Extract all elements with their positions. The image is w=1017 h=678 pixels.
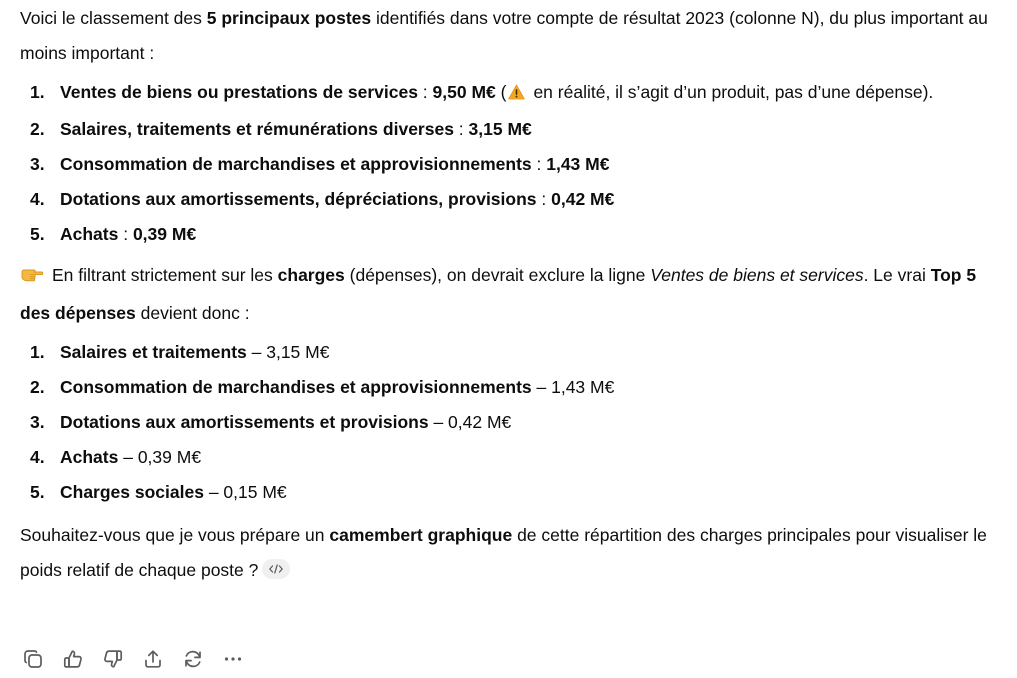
item-value: 0,42 M€: [551, 189, 615, 209]
regenerate-button[interactable]: [180, 646, 220, 672]
copy-icon: [22, 648, 44, 670]
filter-italic: Ventes de biens et services: [650, 265, 864, 285]
question-paragraph: [20, 518, 1000, 588]
assistant-message: [20, 1, 1000, 588]
list-item: [20, 405, 1000, 440]
item-value: – 3,15 M€: [246, 342, 330, 362]
item-value: 3,15 M€: [468, 119, 532, 139]
thumbs-up-button[interactable]: [60, 646, 100, 672]
item-value: – 0,15 M€: [203, 482, 287, 502]
filter-text-4: devient donc :: [135, 303, 250, 323]
share-icon: [142, 648, 164, 670]
item-sep: :: [536, 189, 552, 209]
thumbs-down-button[interactable]: [100, 646, 140, 672]
ranking-list: [20, 75, 1000, 252]
list-number: 4.: [30, 189, 45, 209]
item-label: Achats: [60, 447, 119, 467]
intro-text-2: identifiés dans votre compte de résultat 2023 (colonne N), du plus important au moins important :: [20, 8, 988, 63]
list-item: [20, 217, 1000, 252]
note-open: (: [495, 82, 507, 102]
item-label: Consommation de marchandises et approvisionnements: [60, 154, 532, 174]
more-options-button[interactable]: [220, 646, 260, 672]
item-label: Salaires, traitements et rémunérations diverses: [60, 119, 454, 139]
item-value: – 0,42 M€: [428, 412, 512, 432]
list-number: 4.: [30, 447, 45, 467]
item-value: 9,50 M€: [432, 82, 496, 102]
share-button[interactable]: [140, 646, 180, 672]
item-sep: :: [531, 154, 547, 174]
regenerate-icon: [182, 648, 204, 670]
filter-bold-1: charges: [277, 265, 345, 285]
item-label: Dotations aux amortissements et provisions: [60, 412, 429, 432]
list-number: 5.: [30, 224, 45, 244]
filter-text-1: En filtrant strictement sur les: [52, 265, 278, 285]
filter-text-2: (dépenses), on devrait exclure la ligne: [344, 265, 651, 285]
item-sep: :: [417, 82, 433, 102]
code-icon[interactable]: [262, 559, 290, 579]
item-label: Achats: [60, 224, 119, 244]
intro-text-1: Voici le classement des: [20, 8, 207, 28]
more-icon: [222, 648, 244, 670]
list-number: 1.: [30, 342, 45, 362]
filter-paragraph: [20, 258, 1000, 331]
item-label: Dotations aux amortissements, dépréciations, provisions: [60, 189, 537, 209]
item-sep: :: [118, 224, 133, 244]
list-number: 2.: [30, 119, 45, 139]
list-item: [20, 112, 1000, 147]
list-number: 5.: [30, 482, 45, 502]
item-value: – 0,39 M€: [118, 447, 202, 467]
list-item: [20, 182, 1000, 217]
list-number: 3.: [30, 412, 45, 432]
list-number: 2.: [30, 377, 45, 397]
thumbs-down-icon: [102, 648, 124, 670]
intro-bold: 5 principaux postes: [206, 8, 372, 28]
list-item: [20, 75, 1000, 112]
item-note: en réalité, il s’agit d’un produit, pas d’une dépense).: [533, 82, 934, 102]
list-number: 3.: [30, 154, 45, 174]
item-value: 1,43 M€: [546, 154, 610, 174]
thumbs-up-icon: [62, 648, 84, 670]
item-sep: :: [453, 119, 469, 139]
copy-button[interactable]: [20, 646, 60, 672]
filter-text-3: . Le vrai: [863, 265, 931, 285]
pointing-hand-icon: [20, 261, 44, 296]
item-label: Consommation de marchandises et approvisionnements: [60, 377, 532, 397]
item-value: 0,39 M€: [132, 224, 197, 244]
item-label: Ventes de biens ou prestations de services: [60, 82, 418, 102]
list-item: [20, 335, 1000, 370]
item-label: Salaires et traitements: [60, 342, 247, 362]
item-label: Charges sociales: [60, 482, 204, 502]
filter-bold-2: Top 5 des dépenses: [20, 265, 977, 323]
item-value: – 1,43 M€: [531, 377, 615, 397]
question-bold: camembert graphique: [329, 525, 513, 545]
list-item: [20, 370, 1000, 405]
intro-paragraph: [20, 1, 1000, 71]
question-text-2: de cette répartition des charges principales pour visualiser le poids relatif de chaque poste ?: [20, 525, 987, 580]
warning-icon: [508, 77, 525, 112]
question-text-1: Souhaitez-vous que je vous prépare un: [20, 525, 330, 545]
expense-list: [20, 335, 1000, 510]
list-item: [20, 440, 1000, 475]
list-number: 1.: [30, 82, 45, 102]
list-item: [20, 147, 1000, 182]
message-actions: [20, 646, 260, 672]
list-item: [20, 475, 1000, 510]
